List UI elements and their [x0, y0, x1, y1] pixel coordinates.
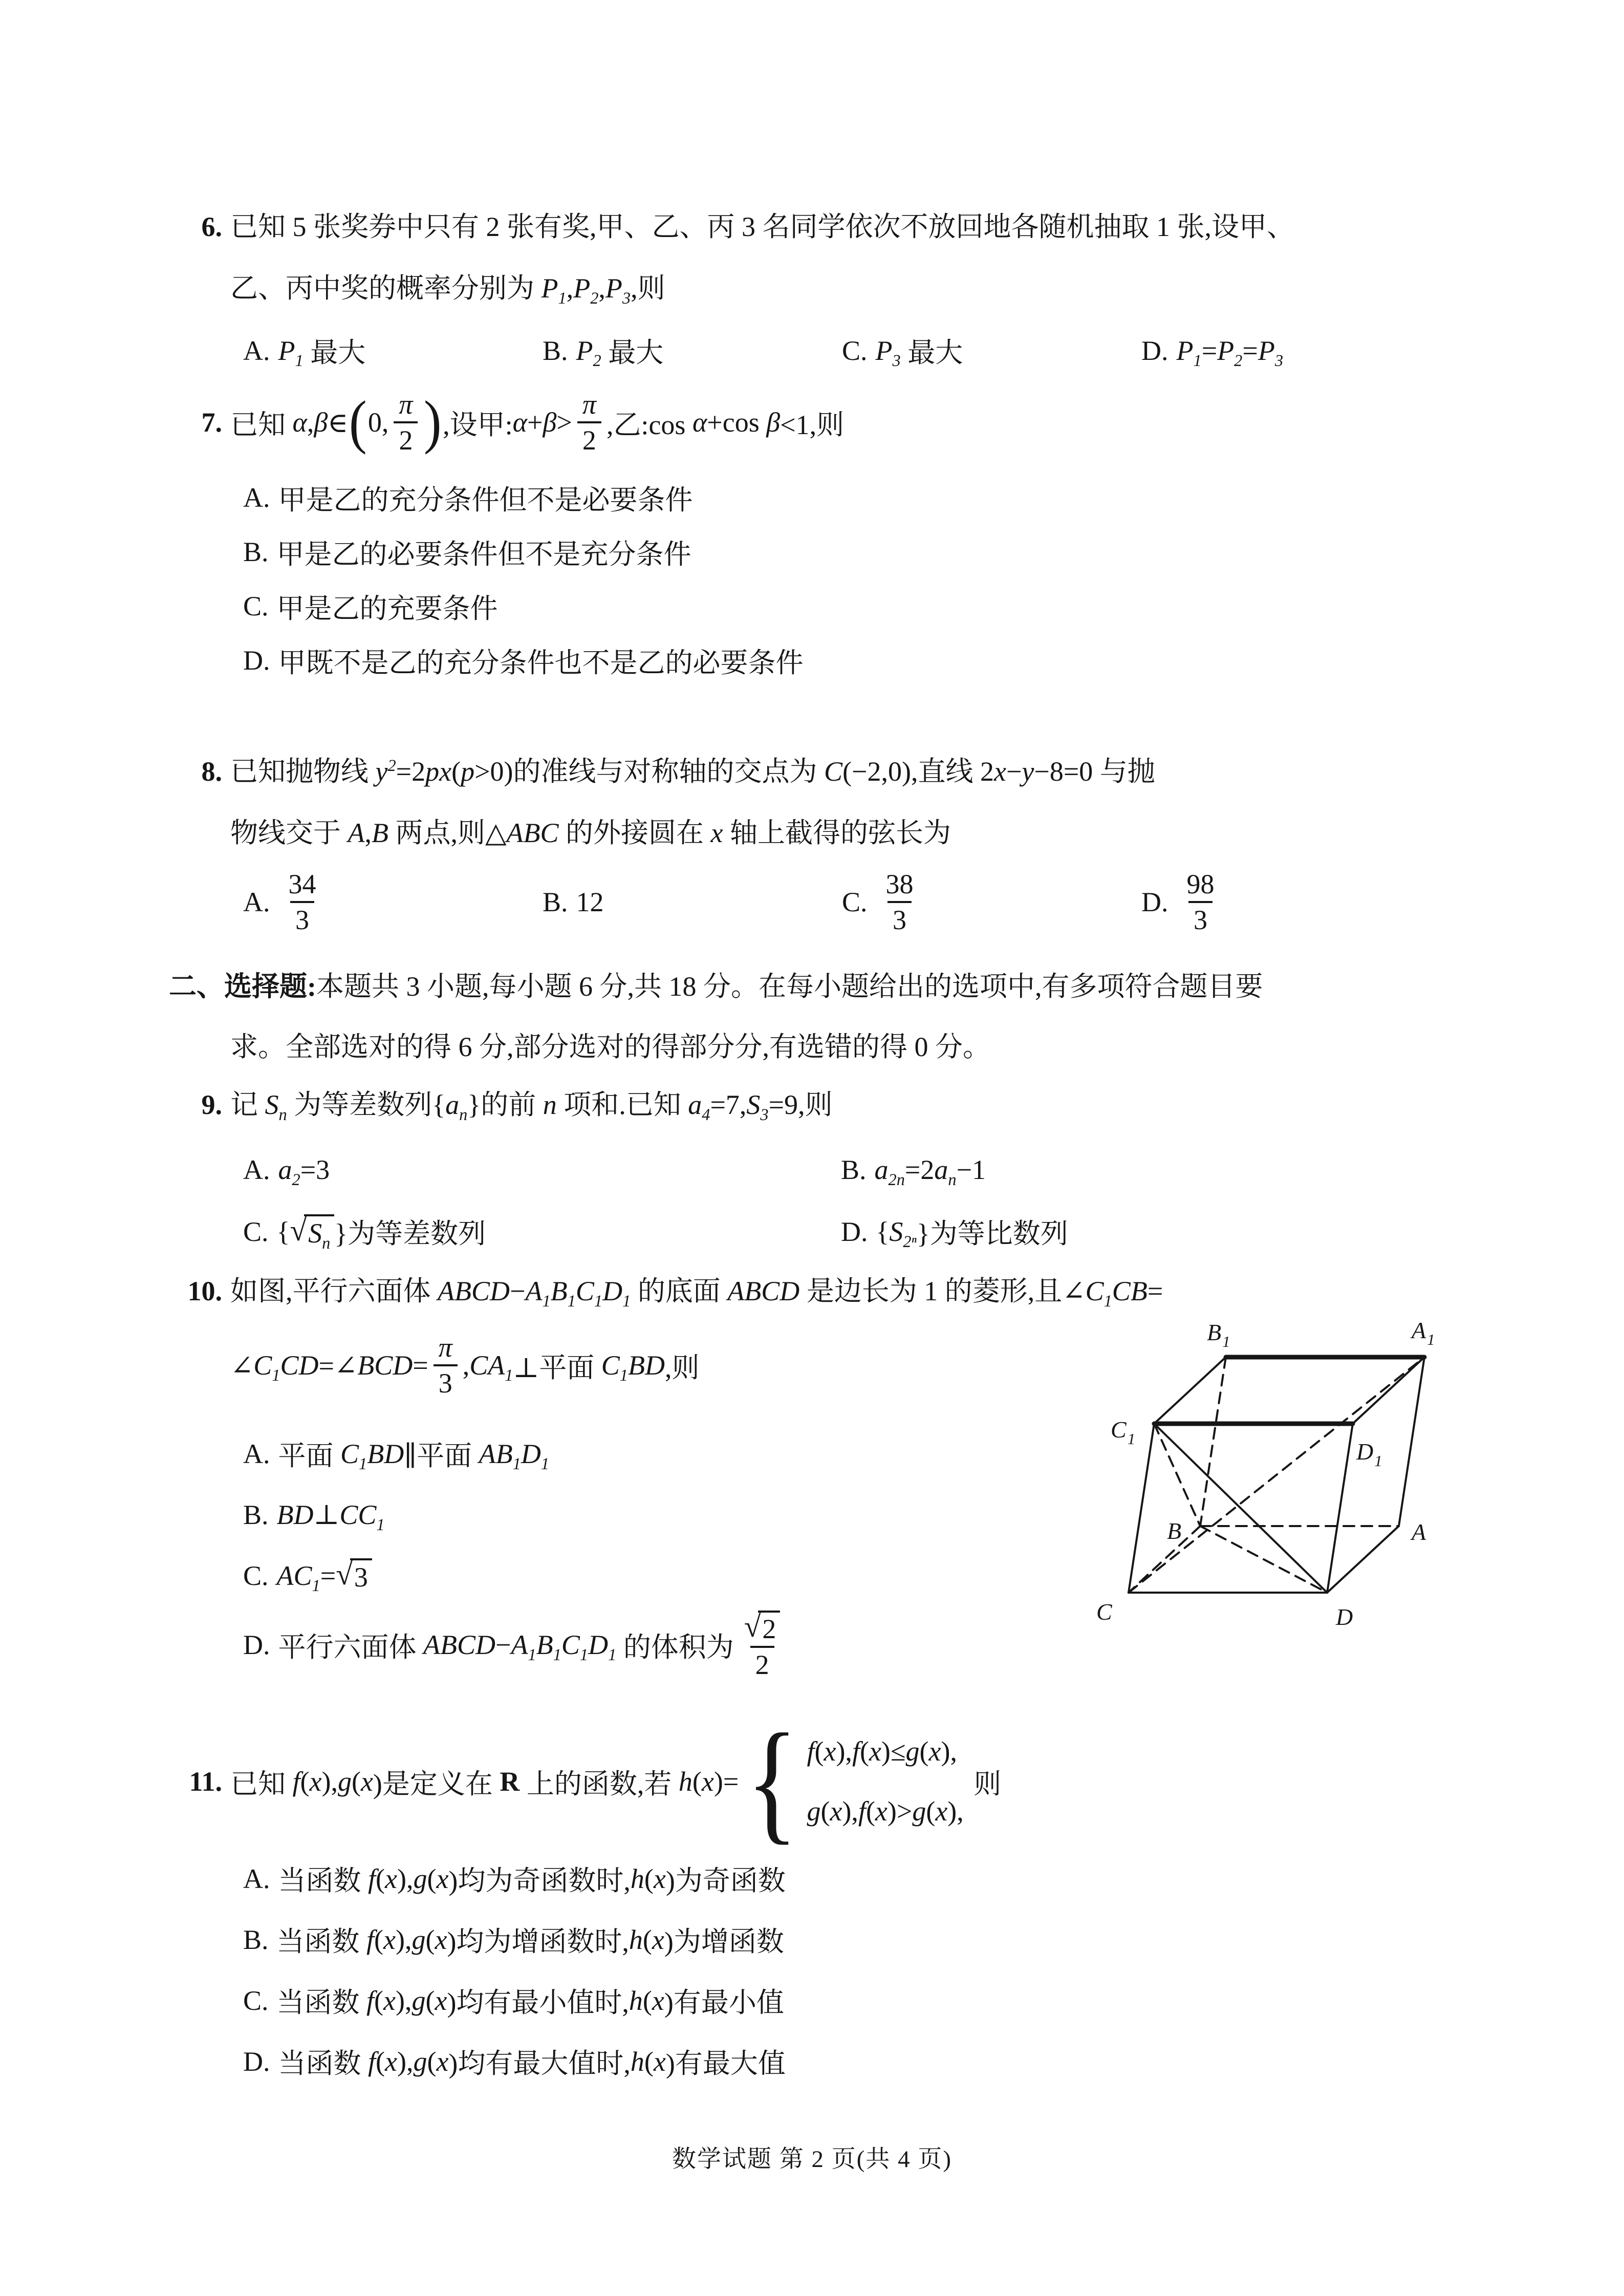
question-10-number: 10. [187, 1276, 222, 1306]
question-8-option-c: C. $\frac{38}{3}$ [842, 864, 1141, 940]
figure-edge-A1-D1 [1353, 1357, 1424, 1424]
question-9-number: 9. [201, 1089, 222, 1120]
question-7-option-d: D. 甲既不是乙的充分条件也不是乙的必要条件 [243, 645, 804, 678]
figure-label-B1: $B_1$ [1207, 1319, 1230, 1350]
question-9 [169, 1074, 1500, 1262]
question-8-option-b: B. 12 [543, 887, 604, 917]
question-6 [169, 196, 1500, 375]
question-10-option-d: D. 平行六面体 ABCD − $A_1$ $B_1$ $C_1$ $D_1$ 的体积为 √ 2 2 [230, 1606, 1500, 1684]
section-2-header [169, 956, 1500, 1077]
question-6-line-2: 乙、丙中奖的概率分别为 $P_1,P_2,P_3$,则 [230, 273, 665, 308]
question-11-number: 11. [189, 1766, 222, 1797]
question-10-line-2: ∠ $C_1$ CD =∠ BCD = $\frac{\pi}{3}$ , $CA_1$ ⊥平面 $C_1$ BD ,则 [230, 1322, 1500, 1409]
question-7-line-1: 已知 α , β ∈ ( 0, $\frac{\pi}{2}$ ) ,设甲: α + β > $\frac{\pi}{2}$ ,乙:cos α +cos β <1,则 [230, 381, 1500, 463]
figure-edge-D1-D [1327, 1424, 1353, 1593]
question-9-option-d: D. { $S_{2^n}$ }为等比数列 [841, 1216, 1068, 1251]
question-11 [169, 1706, 1500, 2092]
question-9-line-1: 记 $S_n$ 为等差数列$\{a_n\}$的前 n 项和.已知 $a_4=7,S_3=9$,则 [230, 1089, 833, 1124]
question-7 [169, 381, 1500, 688]
question-10-option-b: B. BD ⊥ $CC_1$ [243, 1499, 385, 1534]
figure-label-B: B [1167, 1518, 1182, 1544]
question-10-option-c: C. $AC_1$ = √ 3 [230, 1545, 1500, 1606]
question-6-option-a: A. $P_1$ 最大 [243, 335, 366, 370]
figure-edge-B-C [1129, 1526, 1200, 1593]
figure-edge-C1-B [1154, 1424, 1200, 1526]
question-11-line-1: 已知 f ( x ), g ( x )是定义在 R 上的函数,若 h ( x )= { f ( x ), f ( x )≤ g ( x ), g ( x ), f ( x )> g ( x ), 则 [230, 1706, 1002, 1857]
question-8-line-1: 已知抛物线 $y^2=2px(p>0)$的准线与对称轴的交点为 C(−2,0),直线 2x−y−8=0 与抛 [230, 756, 1155, 787]
figure-label-D1: $D_1$ [1356, 1439, 1382, 1470]
question-8-option-a: A. $\frac{34}{3}$ [243, 864, 543, 940]
figure-edge-A1-A [1399, 1357, 1424, 1526]
figure-label-D: D [1336, 1604, 1353, 1630]
question-6-line-1: 已知 5 张奖券中只有 2 张有奖,甲、乙、丙 3 名同学依次不放回地各随机抽取 1 张,设甲、 [230, 211, 1294, 242]
question-7-number: 7. [201, 407, 222, 438]
question-9-option-b: B. $a_{2n}$ =2 $a_n$ −1 [841, 1154, 986, 1189]
question-6-option-b: B. $P_2$ 最大 [543, 335, 664, 370]
question-10-option-a: A. 平面 $C_1$ BD ∥平面 $AB_1$ $D_1$ [243, 1438, 550, 1473]
question-6-option-d: D. $P_1$ = $P_2$ = $P_3$ [1141, 335, 1284, 370]
question-9-options [230, 1139, 1500, 1262]
figure-edge-B1-B [1200, 1357, 1226, 1526]
question-6-option-c: C. $P_3$ 最大 [842, 335, 963, 370]
figure-edge-B1-C1 [1154, 1357, 1226, 1424]
figure-label-C: C [1096, 1599, 1112, 1625]
figure-label-A: A [1412, 1519, 1426, 1545]
figure-edge-D-A [1327, 1526, 1399, 1593]
question-8-number: 8. [201, 756, 222, 787]
question-8-option-d: D. $\frac{98}{3}$ [1141, 864, 1441, 940]
question-8-options [230, 864, 1500, 940]
question-11-option-c: C. 当函数 f ( x ), g ( x )均有最小值时, h ( x )有最小值 [243, 1985, 784, 2018]
question-7-option-c: C. 甲是乙的充要条件 [243, 591, 498, 624]
figure-edge-B-D [1200, 1526, 1327, 1593]
question-10-line-1: 如图,平行六面体 $ABCD-A_1B_1C_1D_1$ 的底面 ABCD 是边长为 1 的菱形,且$\angle C_1CB=$ [230, 1276, 1163, 1311]
page-footer: 数学试题 第 2 页(共 4 页) [672, 2146, 952, 2173]
question-11-options [230, 1848, 1500, 2092]
question-11-option-b: B. 当函数 f ( x ), g ( x )均为增函数时, h ( x )为增函数 [243, 1924, 784, 1957]
question-7-options [230, 470, 1500, 688]
figure-edge-C1-D [1154, 1424, 1327, 1593]
question-9-option-a: A. $a_2$ =3 [243, 1154, 330, 1189]
question-6-number: 6. [201, 211, 222, 242]
question-8 [169, 741, 1500, 940]
figure-label-A1: $A_1$ [1412, 1317, 1435, 1348]
figure-label-C1: $C_1$ [1111, 1417, 1136, 1448]
question-7-option-a: A. 甲是乙的充分条件但不是必要条件 [243, 482, 693, 516]
question-11-option-a: A. 当函数 f ( x ), g ( x )均为奇函数时, h ( x )为奇函数 [243, 1863, 786, 1896]
question-6-options [230, 326, 1500, 375]
figure-edge-C1-C [1129, 1424, 1154, 1593]
figure-edge-C-A1 [1129, 1357, 1424, 1593]
question-7-option-b: B. 甲是乙的必要条件但不是充分条件 [243, 537, 691, 570]
section-2-line-2: 求。全部选对的得 6 分,部分选对的得部分分,有选错的得 0 分。 [230, 1032, 990, 1062]
question-8-line-2: 物线交于 A,B 两点,则△ABC 的外接圆在 x 轴上截得的弦长为 [230, 818, 951, 848]
section-2-line-1: 二、选择题:本题共 3 小题,每小题 6 分,共 18 分。在每小题给出的选项中,有多项符合题目要 [169, 971, 1263, 1002]
question-11-option-d: D. 当函数 f ( x ), g ( x )均有最大值时, h ( x )有最大值 [243, 2046, 786, 2079]
parallelepiped-figure [1090, 1308, 1500, 1636]
question-9-option-c: C. { √ $S_n$ }为等差数列 [243, 1213, 486, 1253]
